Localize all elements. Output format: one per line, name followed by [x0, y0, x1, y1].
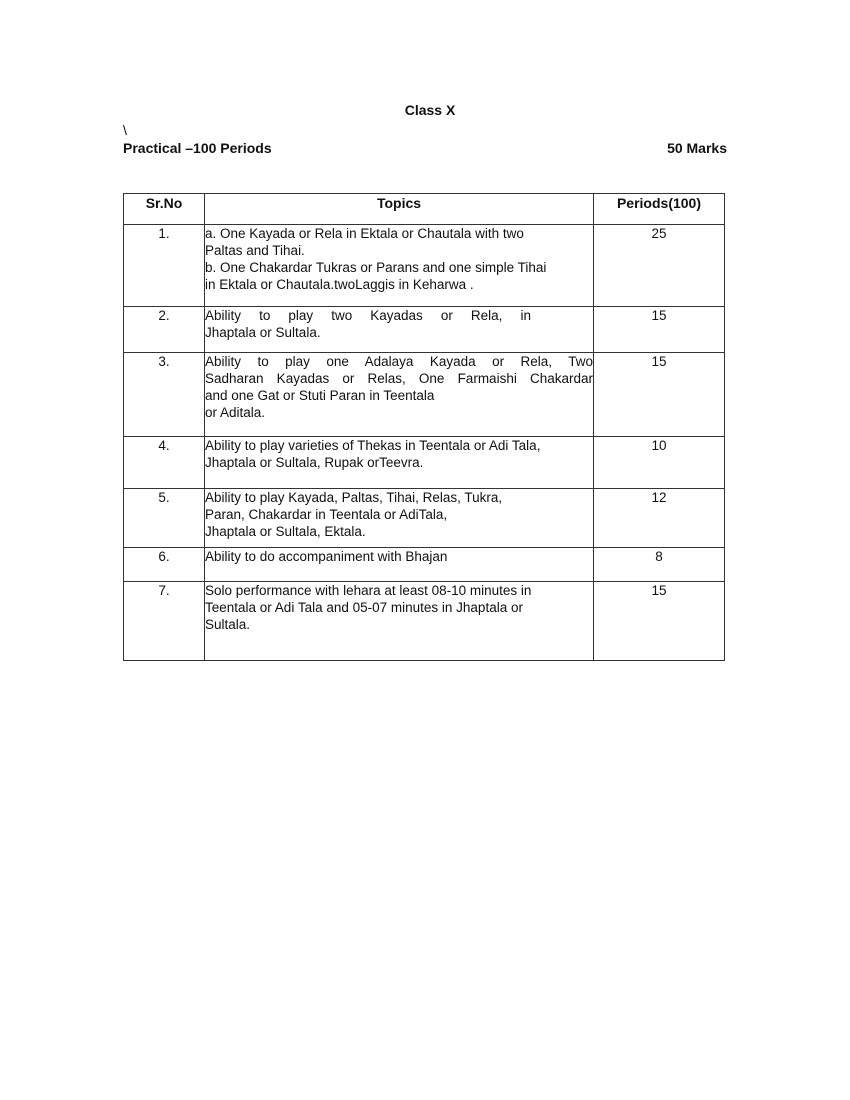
column-header-sr-no: Sr.No	[124, 194, 205, 225]
row-periods: 10	[594, 437, 725, 489]
row-topic	[205, 225, 594, 307]
row-topic	[205, 437, 594, 489]
column-header-periods: Periods(100)	[594, 194, 725, 225]
row-topic	[205, 548, 594, 582]
row-topic	[205, 489, 594, 548]
row-sr-no: 2.	[124, 307, 205, 353]
syllabus-table	[123, 193, 725, 661]
table-row	[124, 353, 725, 437]
table-row	[124, 548, 725, 582]
topic-line: Paltas and Tihai.	[205, 243, 305, 258]
row-sr-no: 4.	[124, 437, 205, 489]
topic-line: Ability to play two Kayadas or Rela, in	[205, 308, 531, 323]
column-header-topics: Topics	[205, 194, 594, 225]
row-sr-no: 7.	[124, 582, 205, 661]
topic-line: Jhaptala or Sultala, Ektala.	[205, 524, 366, 539]
row-periods: 15	[594, 307, 725, 353]
table-row	[124, 225, 725, 307]
topic-line: Ability to play Kayada, Paltas, Tihai, Relas, Tukra,	[205, 490, 503, 505]
topic-line: Sultala.	[205, 617, 251, 632]
row-topic	[205, 307, 594, 353]
topic-line: and one Gat or Stuti Paran in Teentala	[205, 388, 435, 403]
row-periods: 8	[594, 548, 725, 582]
table-row	[124, 489, 725, 548]
practical-periods-label: Practical –100 Periods	[123, 140, 272, 156]
page-title: Class X	[404, 102, 456, 118]
row-sr-no: 1.	[124, 225, 205, 307]
topic-line: Jhaptala or Sultala.	[205, 325, 321, 340]
topic-line: Sadharan Kayadas or Relas, One Farmaishi Chakardar	[205, 371, 593, 386]
table-row	[124, 307, 725, 353]
row-periods: 15	[594, 582, 725, 661]
row-periods: 12	[594, 489, 725, 548]
topic-line: Jhaptala or Sultala, Rupak orTeevra.	[205, 455, 424, 470]
row-periods: 25	[594, 225, 725, 307]
table-row	[124, 437, 725, 489]
topic-line: Paran, Chakardar in Teentala or AdiTala,	[205, 507, 448, 522]
topic-line: or Aditala.	[205, 405, 266, 420]
stray-backslash: \	[123, 122, 127, 138]
table-row	[124, 582, 725, 661]
row-sr-no: 5.	[124, 489, 205, 548]
topic-line: Solo performance with lehara at least 08-10 minutes in	[205, 583, 532, 598]
table-header-row	[124, 194, 725, 225]
row-topic	[205, 353, 594, 437]
row-sr-no: 6.	[124, 548, 205, 582]
row-sr-no: 3.	[124, 353, 205, 437]
row-topic	[205, 582, 594, 661]
topic-line: Ability to play varieties of Thekas in Teentala or Adi Tala,	[205, 438, 541, 453]
topic-line: b. One Chakardar Tukras or Parans and one simple Tihai	[205, 260, 547, 275]
topic-line: a. One Kayada or Rela in Ektala or Chautala with two	[205, 226, 524, 241]
topic-line: Ability to play one Adalaya Kayada or Rela, Two	[205, 354, 593, 369]
row-periods: 15	[594, 353, 725, 437]
marks-label: 50 Marks	[667, 140, 727, 156]
topic-line: Teentala or Adi Tala and 05-07 minutes in Jhaptala or	[205, 600, 523, 615]
topic-line: Ability to do accompaniment with Bhajan	[205, 549, 448, 564]
topic-line: in Ektala or Chautala.twoLaggis in Keharwa .	[205, 277, 474, 292]
